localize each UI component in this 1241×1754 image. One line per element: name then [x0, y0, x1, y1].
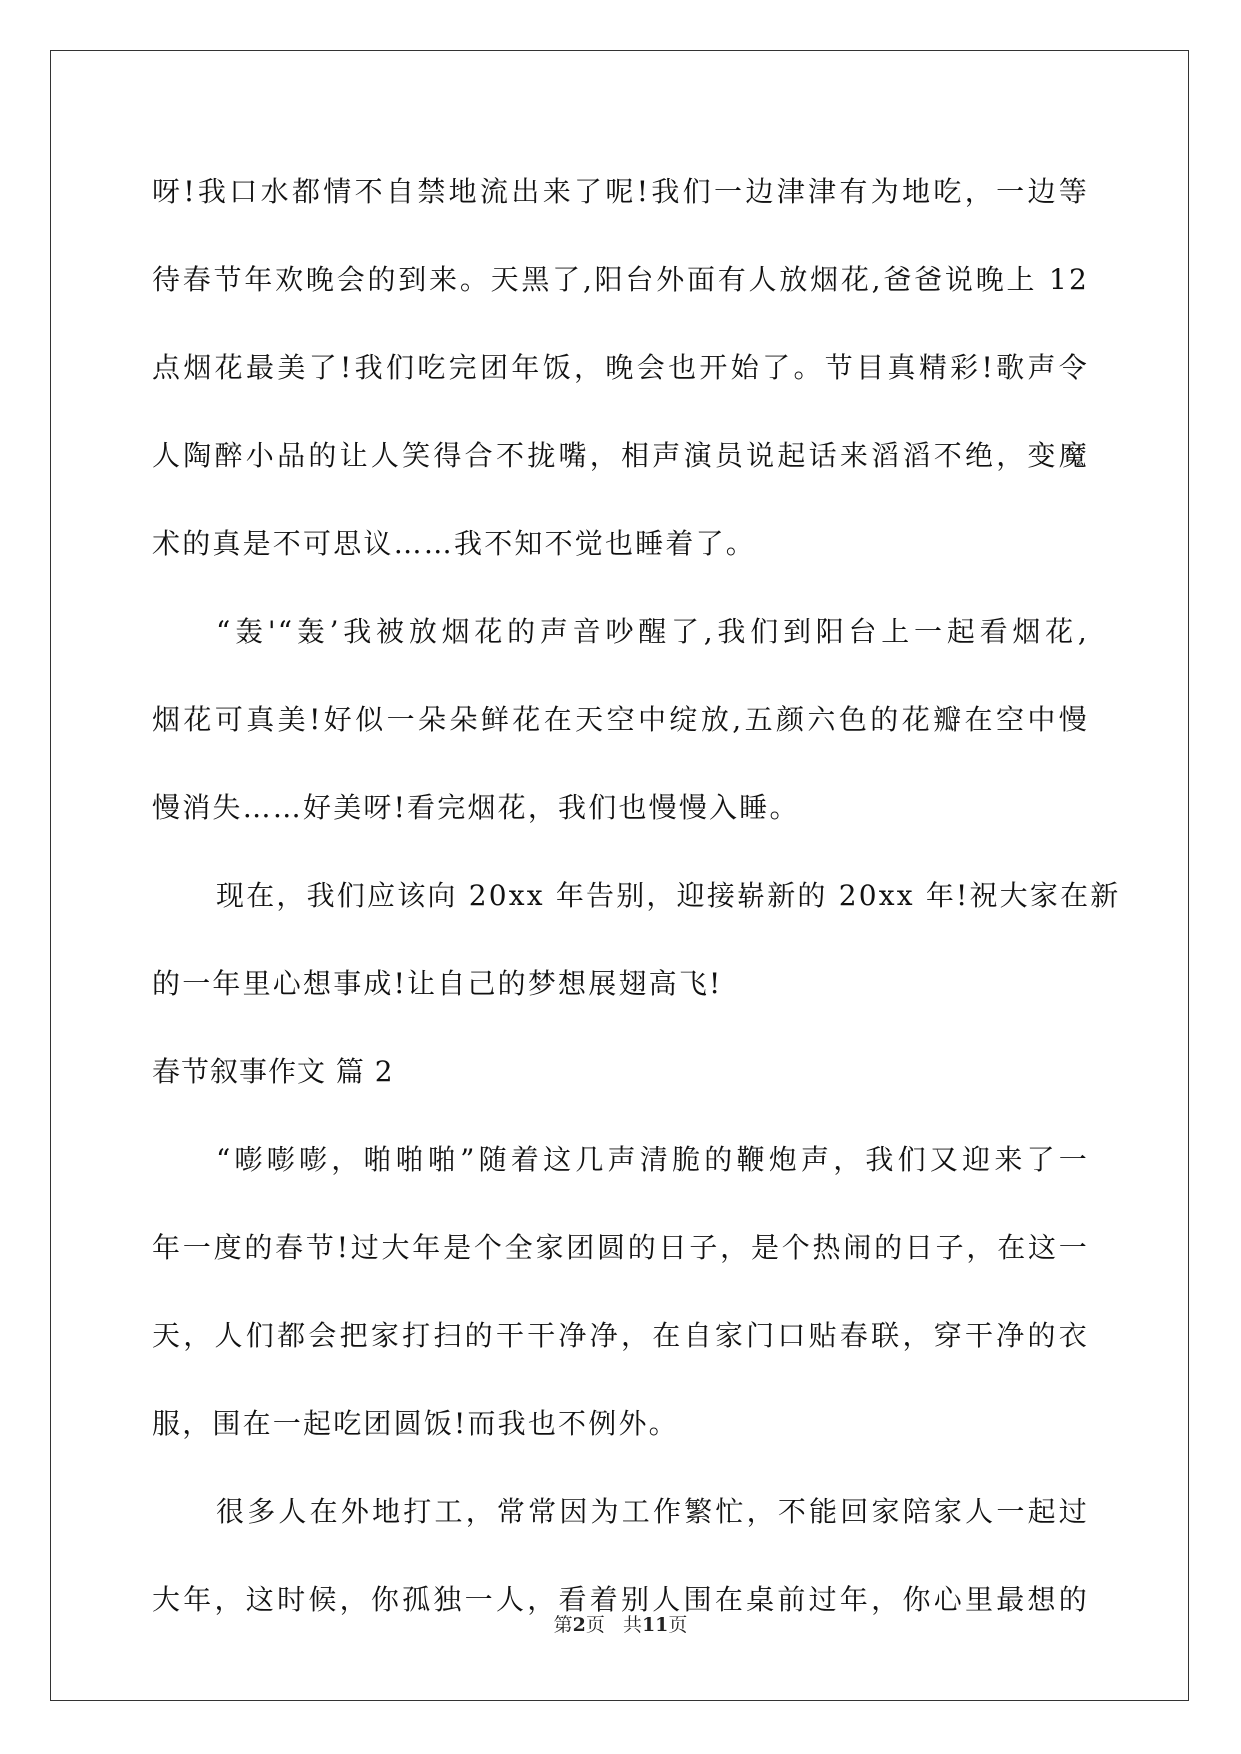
text-line: 现在，我们应该向 20xx 年告别，迎接崭新的 20xx 年!祝大家在新	[216, 879, 1121, 912]
text-line: 烟花可真美!好似一朵朵鲜花在天空中绽放,五颜六色的花瓣在空中慢	[152, 703, 1089, 736]
footer-suffix: 页	[668, 1614, 688, 1636]
text-line: “轰'“轰’我被放烟花的声音吵醒了,我们到阳台上一起看烟花,	[216, 615, 1089, 648]
footer-prefix: 第	[553, 1614, 573, 1636]
text-line: 待春节年欢晚会的到来。天黑了,阳台外面有人放烟花,爸爸说晚上 12	[152, 263, 1089, 296]
text-line: 的一年里心想事成!让自己的梦想展翅高飞!	[152, 967, 723, 1000]
text-line: 服，围在一起吃团圆饭!而我也不例外。	[152, 1407, 679, 1440]
text-line: 点烟花最美了!我们吃完团年饭，晚会也开始了。节目真精彩!歌声令	[152, 351, 1089, 384]
current-page-number: 2	[572, 1614, 586, 1636]
text-line: 天，人们都会把家打扫的干干净净，在自家门口贴春联，穿干净的衣	[152, 1319, 1089, 1352]
text-line: 术的真是不可思议……我不知不觉也睡着了。	[152, 527, 757, 560]
text-line: 很多人在外地打工，常常因为工作繁忙，不能回家陪家人一起过	[216, 1495, 1089, 1528]
text-line: 人陶醉小品的让人笑得合不拢嘴，相声演员说起话来滔滔不绝，变魔	[152, 439, 1089, 472]
section-heading: 春节叙事作文 篇 2	[152, 1055, 394, 1088]
document-body	[152, 148, 1121, 1644]
footer-middle: 页 共	[585, 1614, 642, 1636]
total-page-count: 11	[641, 1614, 669, 1636]
page-footer	[0, 1610, 1241, 1637]
text-line: 年一度的春节!过大年是个全家团圆的日子，是个热闹的日子，在这一	[152, 1231, 1089, 1264]
text-line: “嘭嘭嘭，啪啪啪”随着这几声清脆的鞭炮声，我们又迎来了一	[216, 1143, 1089, 1176]
text-line: 大年，这时候，你孤独一人，看着别人围在桌前过年，你心里最想的	[152, 1583, 1089, 1616]
text-line: 慢消失……好美呀!看完烟花，我们也慢慢入睡。	[152, 791, 800, 824]
text-line: 呀!我口水都情不自禁地流出来了呢!我们一边津津有为地吃，一边等	[152, 175, 1089, 208]
